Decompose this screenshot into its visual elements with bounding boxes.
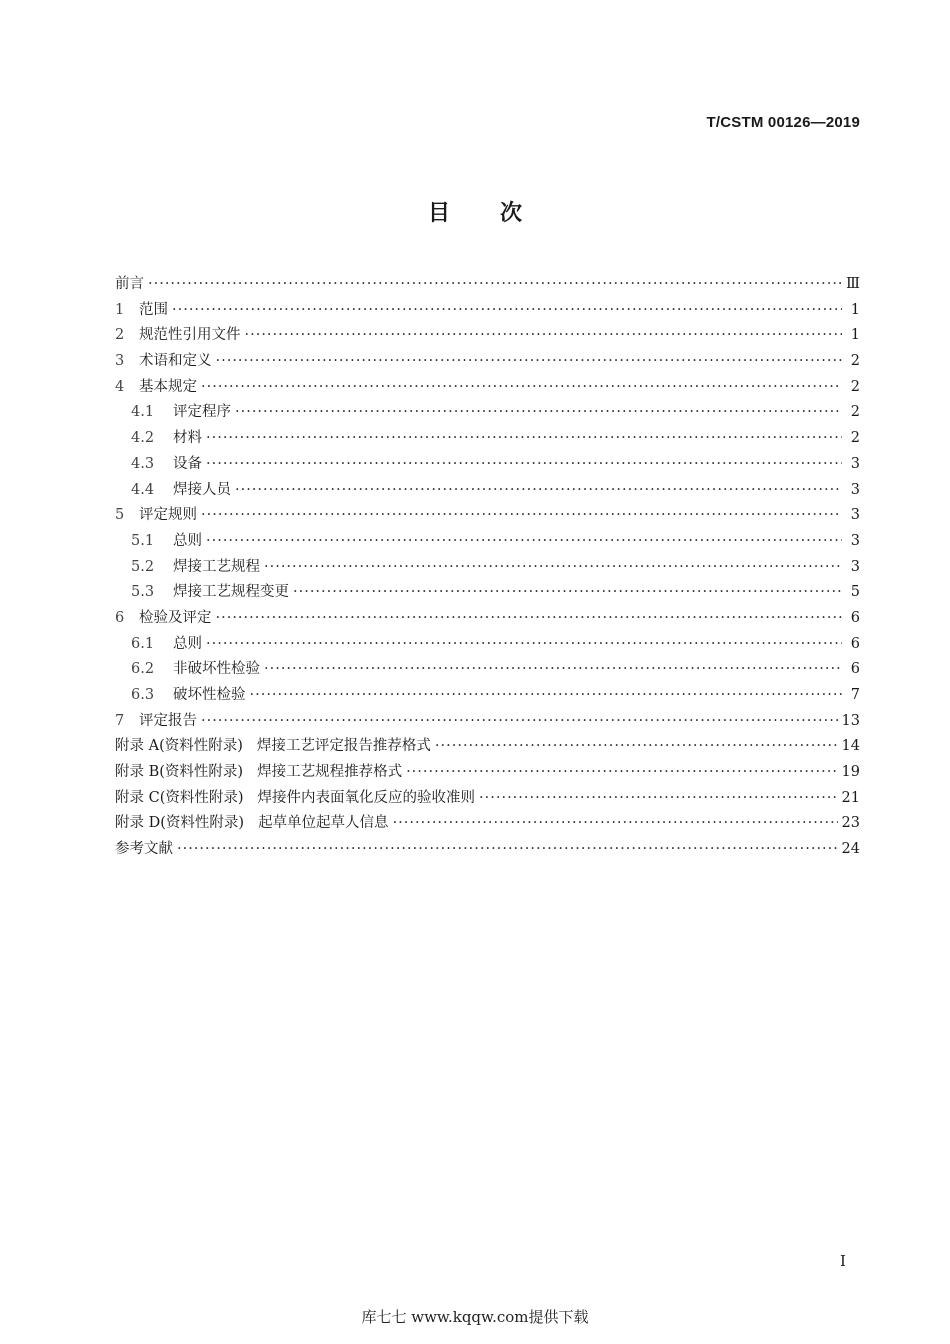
toc-number: 4.1 (131, 404, 155, 421)
page-title: 目次 (427, 201, 572, 226)
toc-title: 前言 (115, 276, 144, 292)
toc-subentry[interactable] (115, 683, 860, 709)
toc-number: 7 (115, 712, 125, 729)
toc-page: 3 (850, 455, 860, 472)
dot-leader (479, 786, 838, 812)
toc-title: 评定规则 (139, 507, 197, 524)
toc-entry-appendix-a[interactable] (115, 734, 860, 760)
toc-appendix-label: 附录 A(资料性附录) (115, 738, 243, 755)
toc-title: 范围 (139, 301, 168, 318)
toc-number: 6 (115, 609, 125, 626)
toc-title: 材料 (173, 430, 202, 447)
toc-page: 2 (850, 404, 860, 421)
table-of-contents (115, 272, 860, 863)
dot-leader (148, 272, 842, 298)
toc-subentry[interactable] (115, 555, 860, 581)
toc-page: 5 (850, 584, 860, 601)
toc-entry[interactable] (115, 298, 860, 324)
dot-leader (264, 555, 842, 581)
toc-number: 1 (115, 301, 125, 318)
dot-leader (216, 606, 843, 632)
toc-subentry[interactable] (115, 452, 860, 478)
dot-leader (172, 298, 842, 324)
toc-title: 非破坏性检验 (173, 661, 260, 678)
toc-entry[interactable] (115, 837, 860, 863)
toc-number: 5.1 (131, 532, 155, 549)
toc-subentry[interactable] (115, 657, 860, 683)
toc-number: 4.4 (131, 481, 155, 498)
footer-watermark: 库七七 www.kqqw.com提供下载 (361, 1308, 589, 1326)
toc-page: 3 (850, 532, 860, 549)
dot-leader (206, 529, 842, 555)
toc-number: 3 (115, 353, 125, 370)
toc-title: 总则 (173, 635, 202, 652)
toc-entry-appendix-b[interactable] (115, 760, 860, 786)
dot-leader (206, 426, 842, 452)
dot-leader (177, 837, 838, 863)
toc-subentry[interactable] (115, 478, 860, 504)
toc-title: 术语和定义 (139, 353, 212, 370)
dot-leader (293, 580, 842, 606)
dot-leader (245, 323, 843, 349)
toc-number: 6.3 (131, 687, 155, 703)
toc-appendix-label: 附录 C(资料性附录) (115, 789, 244, 806)
toc-page: 2 (850, 430, 860, 447)
toc-page: 13 (841, 712, 860, 729)
toc-title: 起草单位起草人信息 (258, 815, 389, 832)
dot-leader (235, 478, 842, 504)
toc-page: 6 (850, 635, 860, 652)
toc-entry[interactable] (115, 349, 860, 375)
dot-leader (406, 760, 837, 786)
toc-title: 焊接工艺规程变更 (173, 584, 289, 601)
toc-number: 4 (115, 378, 125, 395)
toc-title: 焊接人员 (173, 481, 231, 498)
toc-page: 1 (850, 301, 860, 318)
dot-leader (206, 632, 842, 658)
toc-page: 2 (850, 378, 860, 395)
toc-title: 设备 (173, 455, 202, 472)
dot-leader (201, 709, 838, 735)
standard-code: T/CSTM 00126—2019 (706, 114, 860, 131)
toc-entry[interactable] (115, 323, 860, 349)
toc-subentry[interactable] (115, 426, 860, 452)
toc-title: 焊接件内表面氧化反应的验收准则 (257, 789, 476, 806)
toc-page: 3 (850, 507, 860, 524)
toc-page: 21 (841, 789, 860, 806)
toc-entry[interactable] (115, 375, 860, 401)
toc-title: 焊接工艺评定报告推荐格式 (256, 738, 431, 755)
toc-subentry[interactable] (115, 580, 860, 606)
toc-page: 14 (841, 738, 860, 755)
dot-leader (216, 349, 843, 375)
toc-subentry[interactable] (115, 529, 860, 555)
toc-page: 19 (841, 764, 860, 781)
toc-number: 6.2 (131, 661, 155, 678)
toc-number: 2 (115, 327, 125, 344)
toc-appendix-label: 附录 D(资料性附录) (115, 815, 245, 832)
toc-page: 3 (850, 481, 860, 498)
toc-entry-appendix-c[interactable] (115, 786, 860, 812)
toc-number: 4.2 (131, 430, 155, 447)
dot-leader (393, 811, 838, 837)
toc-entry[interactable] (115, 606, 860, 632)
toc-title: 总则 (173, 532, 202, 549)
toc-entry-appendix-d[interactable] (115, 811, 860, 837)
toc-entry[interactable] (115, 272, 860, 298)
toc-number: 5.2 (131, 558, 155, 575)
toc-title: 焊接工艺规程 (173, 558, 260, 575)
toc-page: 3 (850, 558, 860, 575)
dot-leader (264, 657, 842, 683)
dot-leader (206, 452, 842, 478)
toc-title: 检验及评定 (139, 609, 212, 626)
toc-page: 6 (850, 609, 860, 626)
toc-number: 4.3 (131, 455, 155, 472)
toc-title: 规范性引用文件 (139, 327, 241, 344)
dot-leader (201, 375, 842, 401)
toc-page: 6 (850, 661, 860, 678)
toc-title: 参考文献 (115, 841, 173, 858)
toc-page: 2 (850, 353, 860, 370)
toc-entry[interactable] (115, 503, 860, 529)
dot-leader (250, 683, 843, 709)
toc-page: 23 (841, 815, 860, 832)
toc-page: 24 (841, 841, 860, 858)
toc-page: Ⅲ (846, 276, 860, 292)
toc-subentry[interactable] (115, 632, 860, 658)
toc-number: 5 (115, 507, 125, 524)
dot-leader (435, 734, 838, 760)
toc-page: 7 (850, 687, 860, 703)
toc-number: 5.3 (131, 584, 155, 601)
toc-title: 评定程序 (173, 404, 231, 421)
toc-subentry[interactable] (115, 400, 860, 426)
dot-leader (201, 503, 842, 529)
toc-title: 破坏性检验 (173, 687, 246, 703)
toc-title: 评定报告 (139, 712, 197, 729)
toc-page: 1 (850, 327, 860, 344)
toc-appendix-label: 附录 B(资料性附录) (115, 764, 244, 781)
page-number: I (840, 1252, 846, 1270)
toc-title: 焊接工艺规程推荐格式 (257, 764, 403, 781)
toc-title: 基本规定 (139, 378, 197, 395)
dot-leader (235, 400, 842, 426)
toc-entry[interactable] (115, 709, 860, 735)
toc-number: 6.1 (131, 635, 155, 652)
